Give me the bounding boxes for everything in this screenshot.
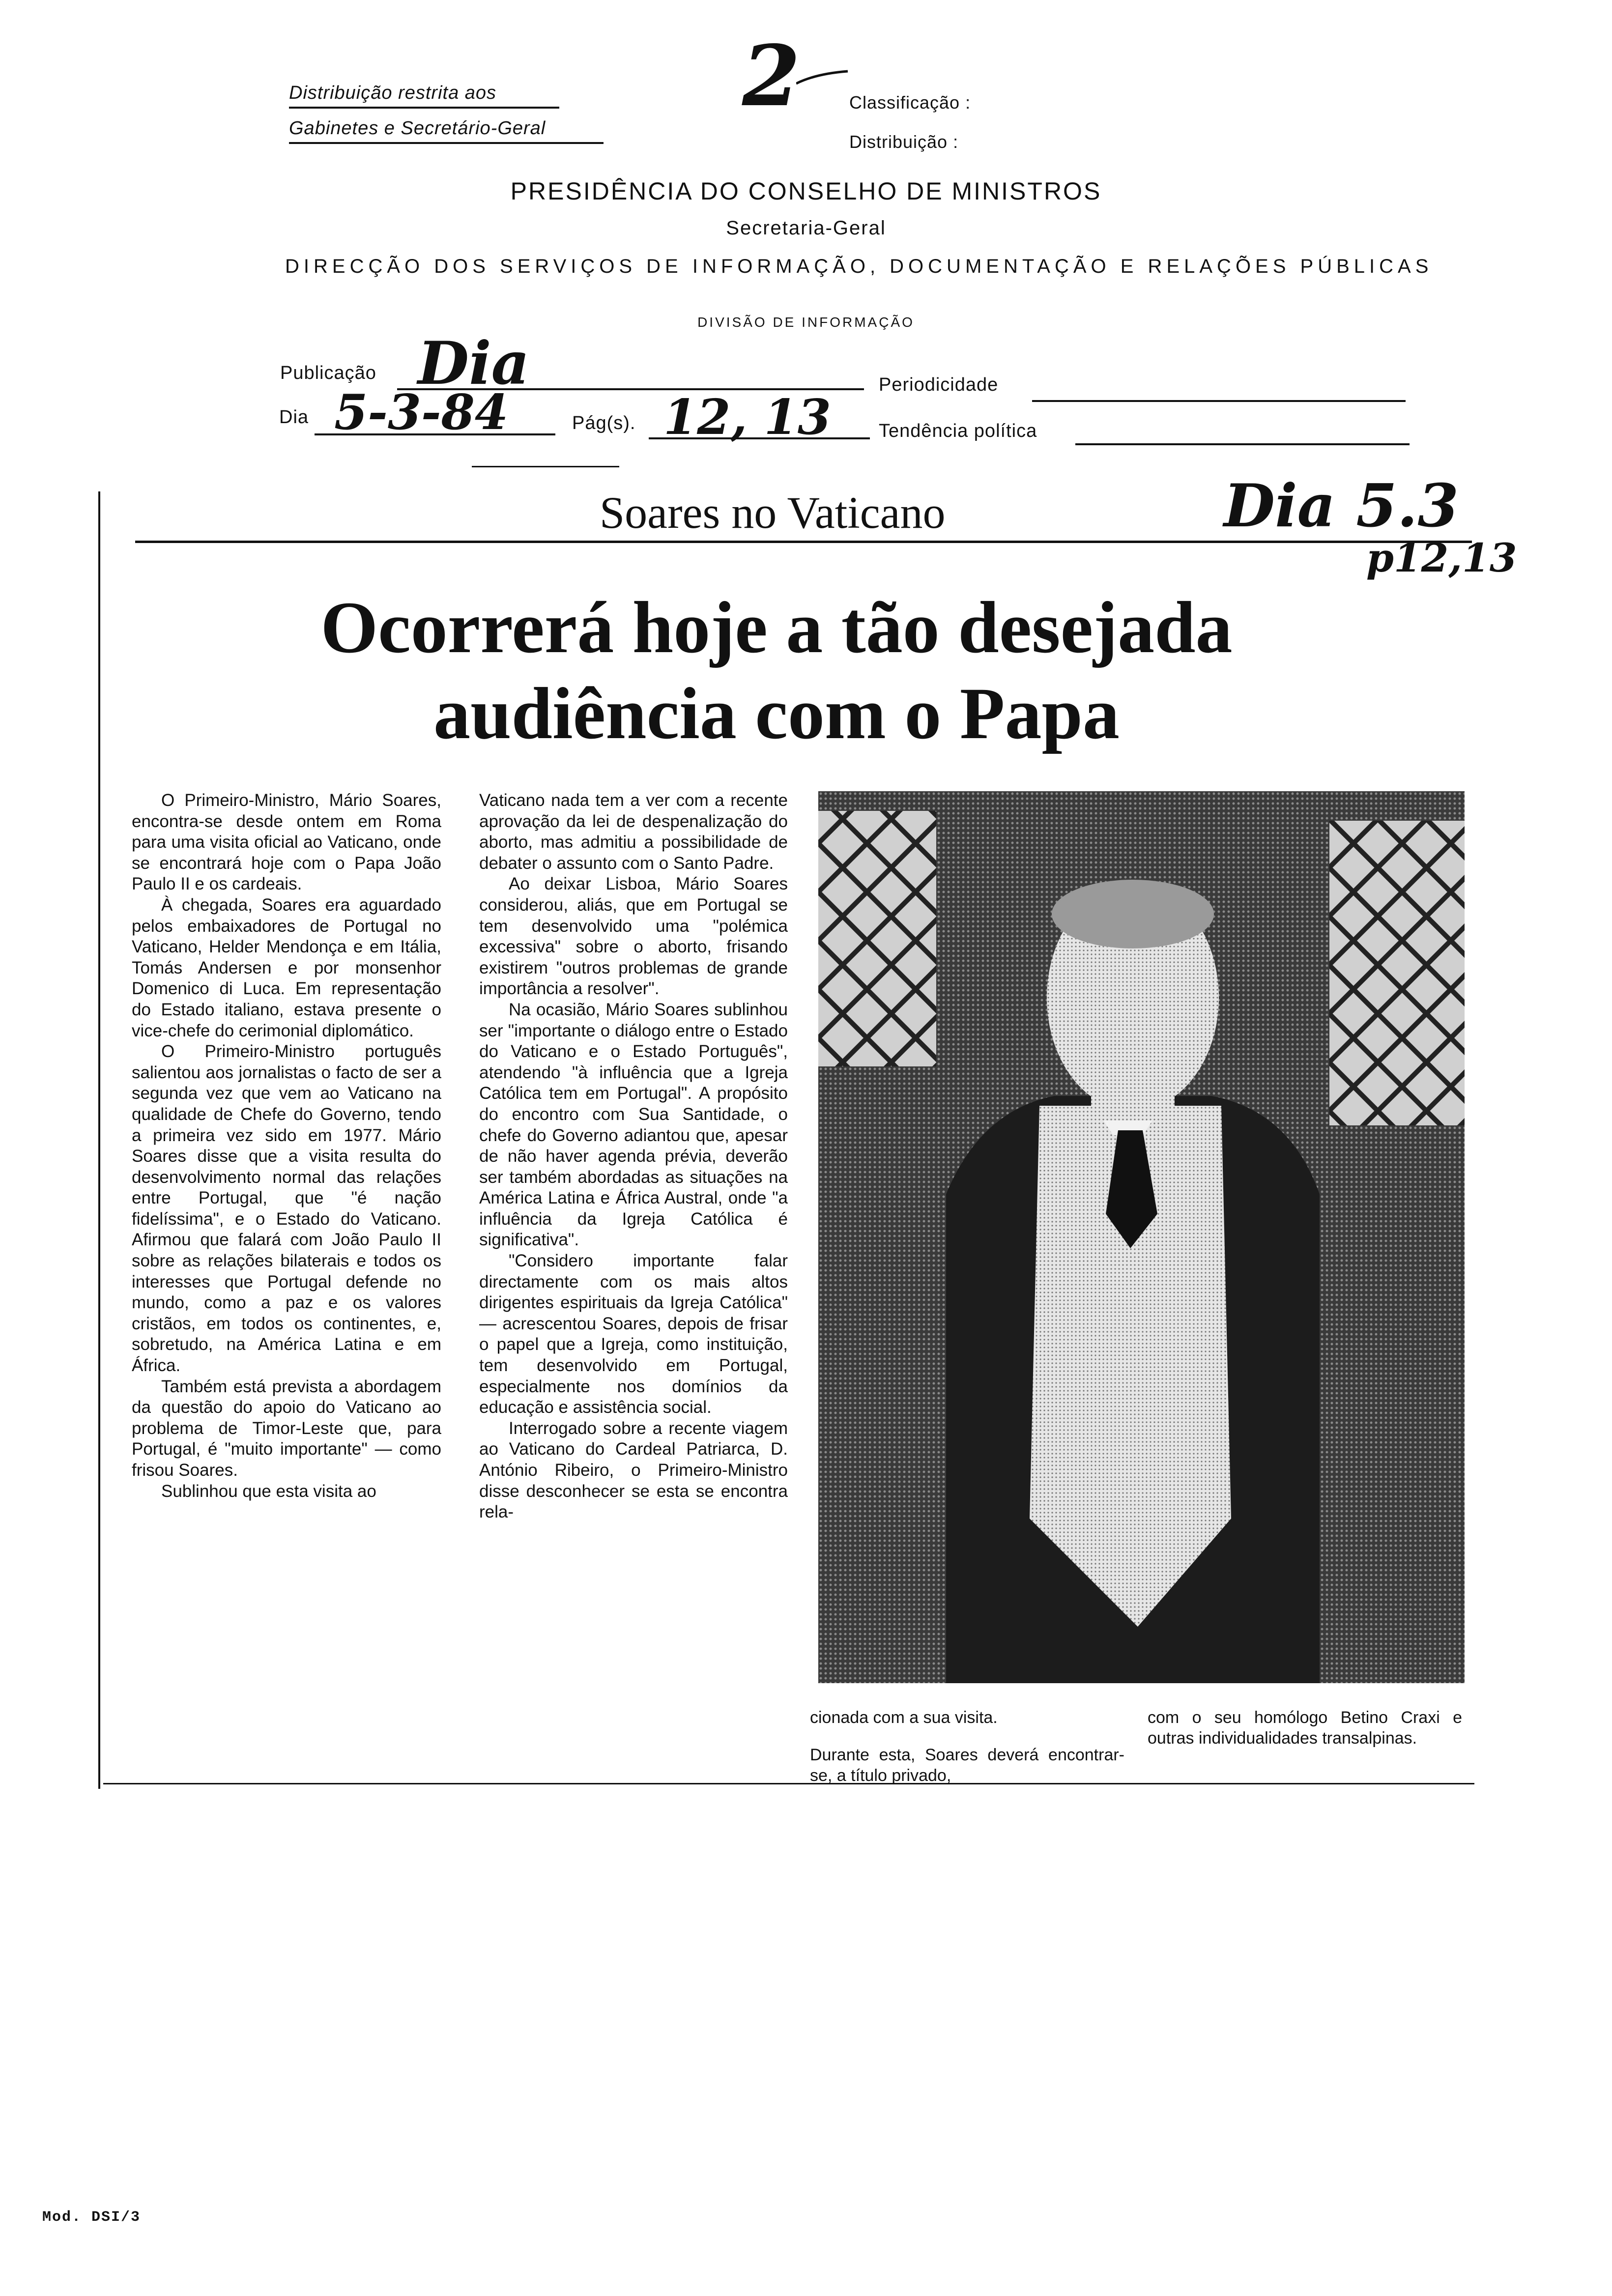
handwritten-number-mark: 2 [742,27,801,125]
headline [206,585,1347,757]
paragraph: À chegada, Soares era aguardado pelos embaixadores de Portugal no Vaticano, Helder Mendonça e em Itália, Tomás Andersen e por monsenhor Domenico di Luca. Em representação do Estado italiano, estava presente o vice-chefe do cerimonial diplomático. [132,895,441,1040]
restricted-line-1: Distribuição restrita aos [289,83,559,109]
divisao-informacao: DIVISÃO DE INFORMAÇÃO [697,315,915,330]
headline-line-1: Ocorrerá hoje a tão desejada [320,587,1233,668]
paragraph: O Primeiro-Ministro, Mário Soares, encontra-se desde ontem em Roma para uma visita oficial ao Vaticano, onde se encontrará hoje com o Papa João Paulo II e os cardeais. [132,791,441,894]
tendencia-line [1075,442,1410,445]
secretaria-geral: Secretaria-Geral [726,217,886,239]
article-column-4 [1148,1691,1462,1765]
paragraph: Durante esta, Soares deverá encontrar-se, a título privado, [810,1746,1124,1785]
article-column-2 [479,790,788,1523]
kicker-rule [135,541,1472,543]
paragraph: cionada com a sua visita. [810,1708,998,1727]
publicacao-handwritten: Dia [418,329,530,398]
headline-line-2: audiência com o Papa [433,673,1120,754]
paragraph: O Primeiro-Ministro português salientou aos jornalistas o facto de ser a segunda vez que vem ao Vaticano na qualidade de Chefe do Governo, tendo a primeira vez sido em 1977. Mário Soares disse que a visita resulta do desenvolvimento normal das relações entre Portugal, que "é nação fidelíssima", e o Estado do Vaticano. Afirmou que falará com João Paulo II sobre as relações bilaterais e todos os interesses que Portugal defende no mundo, como a paz e os valores cristãos, em todos os continentes, e, sobretudo, na América Latina e em África. [132,1042,441,1376]
periodicidade-label: Periodicidade [879,374,999,395]
annotation-date: Dia 5.3 [1224,471,1459,541]
article-column-1 [132,790,441,1502]
tendencia-label: Tendência política [879,421,1037,441]
paragraph: "Considero importante falar directamente com os mais altos dirigentes espirituais da Igreja Católica" — acrescentou Soares, depois de frisar o papel que a Igreja, como instituição, tem desenvolvido em Portugal, especialmente nos domínios da educação e assistência social. [479,1251,788,1417]
dia-label: Dia [279,407,309,428]
paragraph: com o seu homólogo Betino Craxi e outras individualidades transalpinas. [1148,1708,1462,1748]
paragraph: Na ocasião, Mário Soares sublinhou ser "importante o diálogo entre o Estado do Vaticano e o Estado Português", atendendo "à influência que a Igreja Católica tem em Portugal". A propósito do encontro com Sua Santidade, o chefe do Governo adiantou que, apesar de não haver agenda prévia, deverão ser também abordadas as situações na América Latina e África Austral, onde "a influência da Igreja Católica é significativa". [479,1000,788,1250]
article-column-3 [810,1691,1124,1803]
pags-handwritten: 12, 13 [663,389,831,446]
org-title: PRESIDÊNCIA DO CONSELHO DE MINISTROS [510,177,1102,205]
dia-handwritten: 5-3-84 [334,384,509,441]
paragraph: Também está prevista a abordagem da questão do apoio do Vaticano ao problema de Timor-Leste que, para Portugal, é "muito importante" — como frisou Soares. [132,1377,441,1480]
restricted-line-2: Gabinetes e Secretário-Geral [289,118,604,144]
handwritten-stroke [796,69,850,88]
photo-mario-soares [818,791,1465,1683]
model-number: Mod. DSI/3 [42,2209,141,2226]
paragraph: Ao deixar Lisboa, Mário Soares considerou, aliás, que em Portugal se tem desenvolvido uma "polémica excessiva" sobre o aborto, frisando existirem "outros problemas de grande importância a resolver". [479,874,788,999]
clipping-border-bottom [103,1783,1474,1784]
photo-portrait-image [818,791,1465,1683]
publicacao-label: Publicação [280,363,376,383]
article-kicker: Soares no Vaticano [600,488,946,538]
paragraph: Vaticano nada tem a ver com a recente aprovação da lei de despenalização do aborto, mas admitiu a possibilidade de debater o assunto com o Santo Padre. [479,791,788,873]
pags-label: Pág(s). [572,413,636,433]
paragraph: Interrogado sobre a recente viagem ao Vaticano do Cardeal Patriarca, D. António Ribeiro, o Primeiro-Ministro disse desconhecer se esta se encontra rela- [479,1418,788,1522]
divider-short [472,466,619,467]
classificacao-label: Classificação : [849,92,971,113]
paragraph: Sublinhou que esta visita ao [161,1481,376,1501]
direccao-servicos: DIRECÇÃO DOS SERVIÇOS DE INFORMAÇÃO, DOCUMENTAÇÃO E RELAÇÕES PÚBLICAS [285,256,1433,277]
clipping-border-left [98,491,100,1789]
annotation-pages: p12,13 [1366,535,1517,581]
periodicidade-line [1032,399,1406,402]
distribuicao-label: Distribuição : [849,132,959,152]
